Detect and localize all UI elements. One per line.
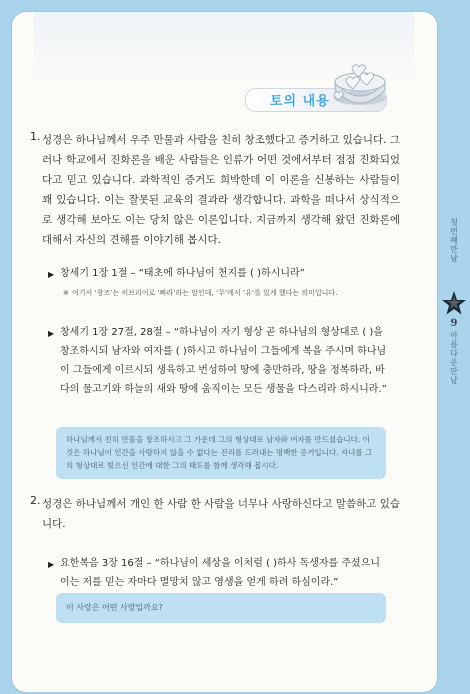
question-box: 이 사랑은 어떤 사랑일까요?: [56, 593, 386, 623]
verse-genesis-1-27: [48, 323, 390, 399]
star-icon: [441, 290, 467, 316]
question-2: [30, 494, 400, 534]
candy-bowl-icon: [330, 60, 390, 106]
side-chapter-title: 첫번째만남: [450, 218, 458, 263]
footnote: [63, 287, 392, 299]
side-chapter-subtitle: 아름다운만남: [450, 331, 458, 385]
triangle-bullet-icon: ▶: [48, 270, 55, 279]
commentary-box: 하나님께서 친히 만물을 창조하시고 그 가운데 그의 형상대로 남자와 여자를 만드셨습니다. 이것은 하나님이 인간을 사랑하지 않을 수 없다는 진리를 드러내는 명백한 증거입니다. 자녀를 그의 형상대로 빚으신 인간에 대한 그의 태도를 함께 생각해 봅시다.: [56, 427, 386, 479]
verse-text: 요한복음 3장 16절 – “하나님이 세상을 이처럼 ( )하사 독생자를 주셨으니 이는 저를 믿는 자마다 멸망치 않고 영생을 얻게 하려 하심이라.”: [60, 558, 381, 588]
asterisk-icon: ※: [63, 289, 69, 297]
triangle-bullet-icon: ▶: [48, 329, 55, 338]
verse-text: 창세기 1장 1절 – “태초에 하나님이 천지를 ( )하시니라”: [60, 268, 305, 279]
question-number: 2.: [30, 494, 41, 507]
question-number: 1.: [30, 130, 41, 143]
question-text: 성경은 하나님께서 개인 한 사람 한 사람을 너무나 사랑하신다고 말씀하고 있습니다.: [42, 498, 400, 530]
verse-john-3-16: [48, 554, 390, 592]
verse-genesis-1-1: [48, 264, 390, 283]
verse-text: 창세기 1장 27절, 28절 – “하나님이 자기 형상 곧 하나님의 형상대로 ( )을 창조하시되 남자와 여자를 ( )하시고 하나님이 그들에게 복을 주시며 하나님이 그들에게 이르시되 생육하고 번성하여 땅에 충만하라, 땅을 정복하라, 바다의 물고기와 하늘의 새와 땅에 움직이는 모든 생물을 다스리라 하시니라.”: [60, 327, 387, 395]
section-title: 토의 내용: [270, 94, 330, 109]
triangle-bullet-icon: ▶: [48, 560, 55, 569]
page-number: 9: [450, 318, 458, 329]
question-1: [30, 130, 400, 250]
question-text: 성경은 하나님께서 우주 만물과 사람을 친히 창조했다고 증거하고 있습니다. 그러나 학교에서 진화론을 배운 사람들은 인류가 어떤 것에서부터 점점 진화되었다고 믿고 있습니다. 과학적인 증거도 희박한데 이 이론을 신봉하는 사람들이 꽤 있습니다. 이는 잘못된 교육의 결과라 생각합니다. 과학을 떠나서 상식적으로 생각해 보아도 이는 당치 않은 이론입니다. 지금까지 생각해 왔던 진화론에 대해서 자신의 견해를 이야기해 봅시다.: [42, 134, 400, 246]
footnote-text: 여기서 ‘창조’는 히브리어로 ‘빠라’라는 말인데, ‘무’에서 ‘유’를 있게 했다는 의미입니다.: [72, 289, 338, 297]
